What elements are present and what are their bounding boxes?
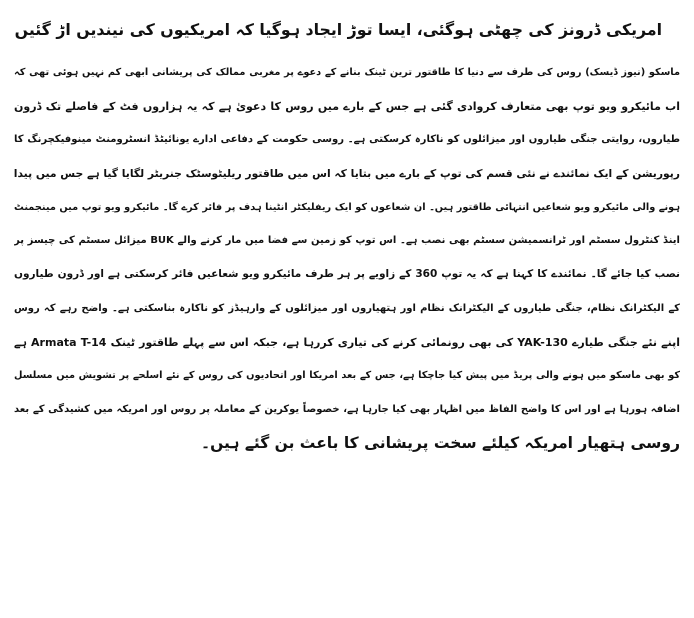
article-body-line: روسی ہتھیار امریکہ کیلئے سخت پریشانی کا باعث بن گئے ہیں۔ [200,433,680,452]
article-body-line: اپنے نئے جنگی طیارے YAK-130 کی بھی رونمائی کرنے کی تیاری کررہا ہے، جبکہ اس سے پہلے طاقتور ٹینک Armata T-14 ہے [14,335,680,349]
article-body-line: ماسکو (نیوز ڈیسک) روس کی طرف سے دنیا کا طاقتور ترین ٹینک بنانے کے دعوے پر مغربی ممالک کی پریشانی ابھی کم نہیں ہوئی تھی کہ [14,67,680,78]
news-article [14,14,680,604]
article-body-line: نصب کیا جائے گا۔ نمائندے کا کہنا ہے کہ یہ توپ 360 کے زاویے پر ہر طرف مائیکرو ویو شعاعیں فائر کرسکتی ہے اور ڈرون طیاروں [14,268,680,281]
article-headline: امریکی ڈرونز کی چھٹی ہوگئی، ایسا توڑ ایجاد ہوگیا کہ امریکیوں کی نیندیں اڑ گئیں [14,20,662,39]
article-body-line: اضافہ ہورہا ہے اور اس کا واضح الفاظ میں اظہار بھی کیا جارہا ہے، خصوصاً یوکرین کے معاملہ پر روس اور امریکہ میں کشیدگی کے بعد [14,403,680,415]
article-body-line: کے الیکٹرانک نظام، جنگی طیاروں کے الیکٹرانک نظام اور ہتھیاروں اور میزائلوں کے وارہیڈز کو ناکارہ بناسکتی ہے۔ واضح رہے کہ روس [14,302,680,314]
article-body-line: ہونے والی مائیکرو ویو شعاعیں انتہائی طاقتور ہیں۔ ان شعاعوں کو ایک ریفلیکٹر انٹینا ہدف پر فائر کرے گا۔ مائیکرو ویو توپ میں مینجمنٹ [14,201,680,213]
article-body [14,56,680,460]
article-body-line: اب مائیکرو ویو توپ بھی متعارف کروادی گئی ہے جس کے بارے میں روس کا دعویٰ ہے کہ یہ ہزاروں فٹ کے فاصلے تک ڈرون [14,99,680,113]
article-body-line: اینڈ کنٹرول سسٹم اور ٹرانسمیشن سسٹم بھی نصب ہے۔ اس توپ کو زمین سے فضا میں مار کرنے والے BUK میزائل سسٹم کی چیسز پر [14,235,680,247]
article-body-line: رپوریشن کے ایک نمائندے نے نئی قسم کی توپ کے بارے میں بتایا کہ اس میں طاقتور ریلیٹوسٹک جنریٹر لگایا گیا ہے جس میں پیدا [14,167,680,181]
article-body-line: طیاروں، روایتی جنگی طیاروں اور میزائلوں کو ناکارہ کرسکتی ہے۔ روسی حکومت کے دفاعی ادارے یونائیٹڈ انسٹرومنٹ مینوفیکچرنگ کا [14,134,680,146]
article-body-line: کو بھی ماسکو میں ہونے والی پریڈ میں پیش کیا جاچکا ہے، جس کے بعد امریکا اور اتحادیوں کی روس کے نئے اسلحے پر تشویش میں مسلسل [14,370,680,382]
